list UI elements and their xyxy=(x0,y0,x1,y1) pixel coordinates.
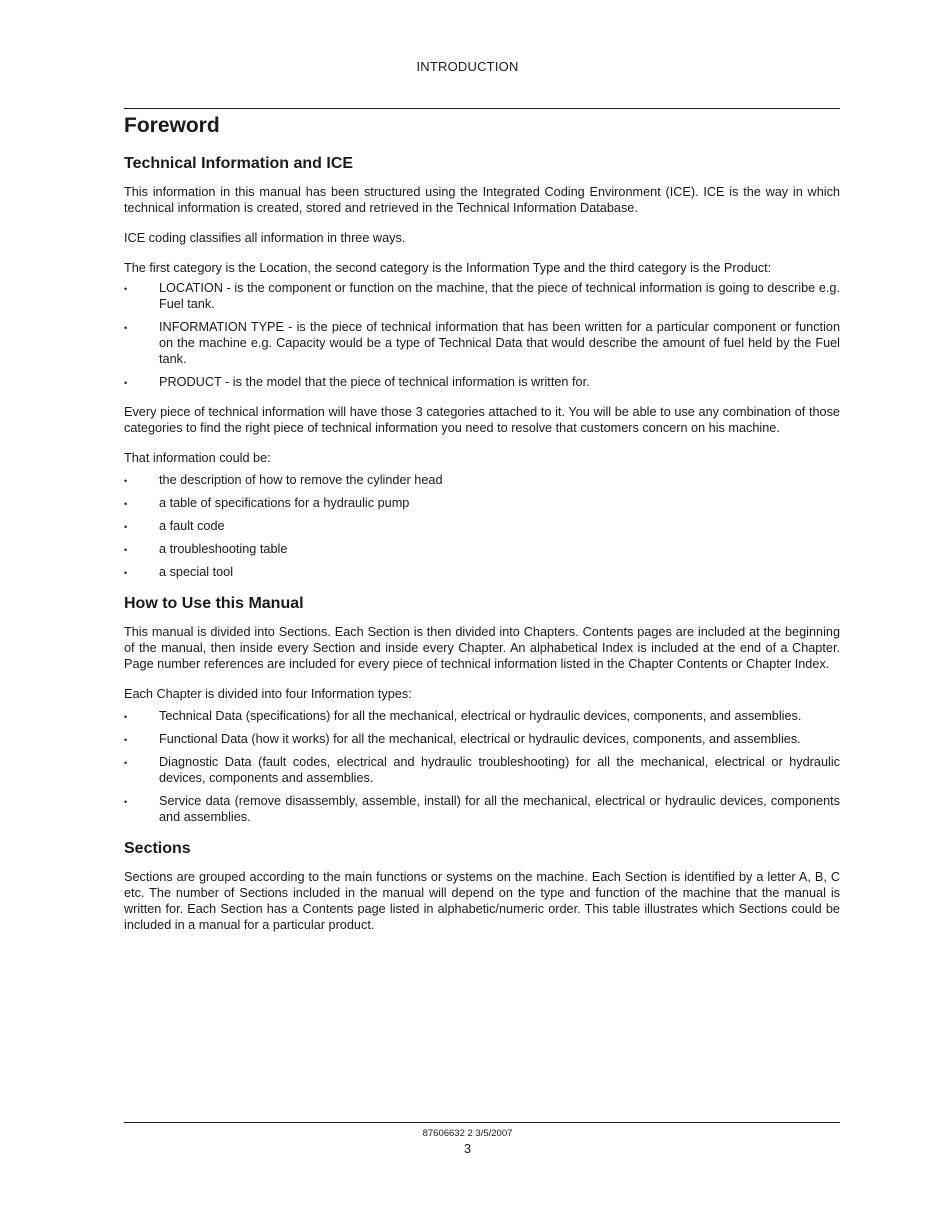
bullet-icon: • xyxy=(124,758,128,768)
list-item: • Technical Data (specifications) for all the mechanical, electrical or hydraulic devices, components, and assemblies. xyxy=(124,708,840,724)
paragraph: That information could be: xyxy=(124,451,271,465)
list-item: • Diagnostic Data (fault codes, electrical and hydraulic troubleshooting) for all the mechanical, electrical or hydraulic devices, components and assemblies. xyxy=(124,755,840,785)
running-header: INTRODUCTION xyxy=(416,59,519,74)
list-item: • a troubleshooting table xyxy=(124,541,840,557)
header-rule xyxy=(124,108,840,109)
paragraph: ICE coding classifies all information in three ways. xyxy=(124,231,406,245)
paragraph: The first category is the Location, the second category is the Information Type and the third category is the Product: xyxy=(124,261,772,275)
section-heading-ice: Technical Information and ICE xyxy=(124,155,354,172)
list-item: • PRODUCT - is the model that the piece of technical information is written for. xyxy=(124,374,840,390)
list-item: • LOCATION - is the component or function on the machine, that the piece of technical information is going to describe e.g. Fuel tank. xyxy=(124,281,840,311)
list-item: • a special tool xyxy=(124,564,840,580)
bullet-icon: • xyxy=(124,568,128,578)
page-title: Foreword xyxy=(124,114,220,137)
page-content xyxy=(124,112,840,947)
bullet-icon: • xyxy=(124,735,128,745)
footer-rule xyxy=(124,1122,840,1123)
category-list xyxy=(124,280,840,390)
paragraph: Every piece of technical information will have those 3 categories attached to it. You will be able to use any combination of those categories to find the right piece of technical information you need to resolve that customers concern on his machine. xyxy=(124,405,840,435)
bullet-icon: • xyxy=(124,712,128,722)
bullet-icon: • xyxy=(124,284,128,294)
paragraph: Each Chapter is divided into four Information types: xyxy=(124,687,412,701)
list-item: • a fault code xyxy=(124,518,840,534)
paragraph: Sections are grouped according to the main functions or systems on the machine. Each Section is identified by a letter A, B, C etc. The number of Sections included in the manual will depend on the type and function of the machine that the manual is written for. Each Section has a Contents page listed in alphabetic/numeric order. This table illustrates which Sections could be included in a manual for a particular product. xyxy=(124,870,840,932)
list-item: • a table of specifications for a hydraulic pump xyxy=(124,495,840,511)
section-heading-how-to-use: How to Use this Manual xyxy=(124,595,304,612)
information-examples-list xyxy=(124,472,840,580)
paragraph: This manual is divided into Sections. Each Section is then divided into Chapters. Contents pages are included at the beginning of the manual, then inside every Section and inside every Chapter. An alphabetical Index is included at the end of a Chapter. Page number references are included for every piece of technical information listed in the Chapter Contents or Chapter Index. xyxy=(124,625,840,671)
bullet-icon: • xyxy=(124,545,128,555)
list-item: • INFORMATION TYPE - is the piece of technical information that has been written for a particular component or function on the machine e.g. Capacity would be a type of Technical Data that would describe the amount of fuel held by the Fuel tank. xyxy=(124,320,840,366)
page-number: 3 xyxy=(463,1141,472,1156)
section-heading-sections: Sections xyxy=(124,840,191,857)
bullet-icon: • xyxy=(124,323,128,333)
paragraph: This information in this manual has been structured using the Integrated Coding Environment (ICE). ICE is the way in which technical information is created, stored and retrieved in the Technical Information Database. xyxy=(124,185,840,215)
bullet-icon: • xyxy=(124,522,128,532)
list-item: • Service data (remove disassembly, assemble, install) for all the mechanical, electrical or hydraulic devices, components and assemblies. xyxy=(124,794,840,824)
document-code: 87606632 2 3/5/2007 xyxy=(422,1128,513,1139)
list-item: • the description of how to remove the cylinder head xyxy=(124,472,840,488)
list-item: • Functional Data (how it works) for all the mechanical, electrical or hydraulic devices, components, and assemblies. xyxy=(124,731,840,747)
information-types-list xyxy=(124,708,840,825)
bullet-icon: • xyxy=(124,499,128,509)
bullet-icon: • xyxy=(124,476,128,486)
bullet-icon: • xyxy=(124,378,128,388)
bullet-icon: • xyxy=(124,797,128,807)
